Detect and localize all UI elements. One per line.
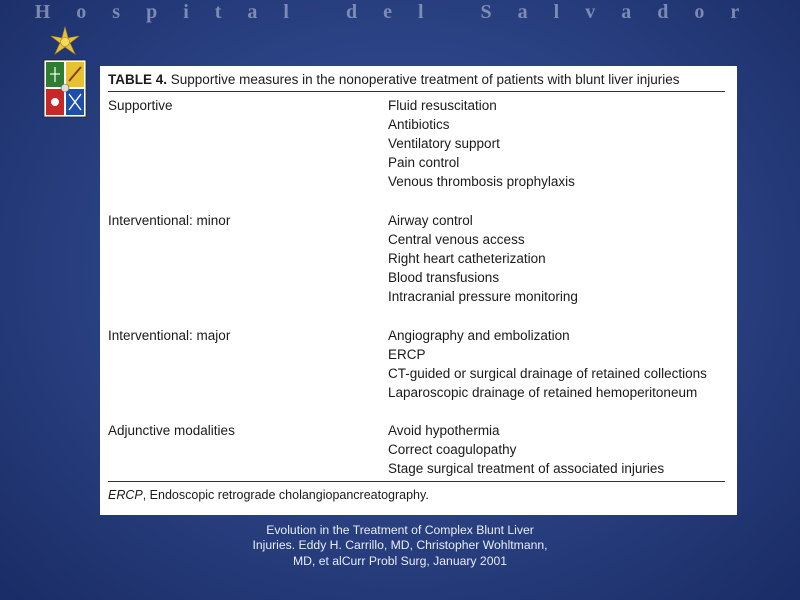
citation-caption: Evolution in the Treatment of Complex Blunt Liver Injuries. Eddy H. Carrillo, MD, Christopher Wohltmann, MD, et alCurr Probl Surg, January 2001 bbox=[252, 523, 548, 568]
category-adjunctive-modalities: Adjunctive modalities bbox=[108, 423, 235, 438]
list-item: ERCP bbox=[388, 347, 426, 363]
supportive-measures-table bbox=[100, 66, 737, 515]
university-crest-icon bbox=[40, 26, 90, 122]
items-supportive bbox=[388, 96, 575, 191]
page-title: Hospital del Salvador bbox=[34, 1, 766, 23]
footnote-text: , Endoscopic retrograde cholangiopancreatography. bbox=[142, 488, 429, 502]
list-item: Angiography and embolization bbox=[388, 328, 570, 343]
list-item: Airway control bbox=[388, 213, 473, 228]
list-item: Antibiotics bbox=[388, 117, 450, 133]
list-item: Pain control bbox=[388, 155, 460, 171]
table-top-rule bbox=[108, 91, 725, 92]
list-item: Ventilatory support bbox=[388, 136, 500, 152]
items-interventional-major bbox=[388, 326, 707, 402]
table-bottom-rule bbox=[108, 481, 725, 482]
list-item: Correct coagulopathy bbox=[388, 442, 517, 458]
list-item: Stage surgical treatment of associated injuries bbox=[388, 461, 665, 477]
table-caption: Supportive measures in the nonoperative treatment of patients with blunt liver injuries bbox=[170, 72, 680, 87]
list-item: Central venous access bbox=[388, 232, 525, 248]
list-item: Right heart catheterization bbox=[388, 251, 546, 267]
category-interventional-major: Interventional: major bbox=[108, 328, 231, 343]
list-item: Avoid hypothermia bbox=[388, 423, 500, 438]
table-footnote bbox=[108, 488, 429, 502]
list-item: CT-guided or surgical drainage of retained collections bbox=[388, 366, 707, 382]
table-label: TABLE 4. bbox=[108, 72, 168, 87]
footnote-abbreviation: ERCP bbox=[108, 488, 143, 502]
category-interventional-minor: Interventional: minor bbox=[108, 213, 231, 228]
list-item: Venous thrombosis prophylaxis bbox=[388, 174, 575, 190]
items-adjunctive-modalities bbox=[388, 421, 664, 478]
list-item: Fluid resuscitation bbox=[388, 98, 497, 113]
list-item: Blood transfusions bbox=[388, 270, 500, 286]
table-title bbox=[108, 72, 680, 87]
items-interventional-minor bbox=[388, 211, 578, 306]
list-item: Intracranial pressure monitoring bbox=[388, 289, 578, 305]
category-supportive: Supportive bbox=[108, 98, 173, 113]
list-item: Laparoscopic drainage of retained hemoperitoneum bbox=[388, 385, 698, 401]
